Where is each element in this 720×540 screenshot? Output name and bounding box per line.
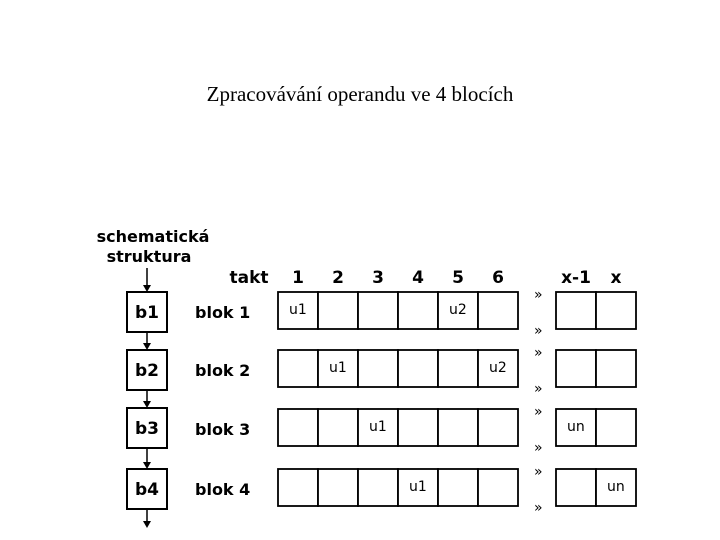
column-header-5: 5 (452, 268, 464, 288)
timeline-cell (318, 469, 358, 506)
schematic-label-line2: struktura (106, 247, 192, 266)
timeline-cell (596, 350, 636, 387)
schematic-label-line1: schematická (96, 227, 210, 246)
timeline-cell (438, 409, 478, 446)
page-title: Zpracovávání operandu ve 4 blocích (206, 82, 514, 106)
timeline-cell (398, 350, 438, 387)
cell-value: u1 (289, 302, 307, 318)
arrow-b3-to-b4 (143, 448, 151, 469)
break-mark-top: » (534, 287, 543, 303)
timeline-cell (278, 409, 318, 446)
stage-b1 (127, 292, 167, 332)
timeline-cell (596, 409, 636, 446)
timeline-cell (398, 292, 438, 329)
column-header-3: 3 (372, 268, 384, 288)
column-header-6: 6 (492, 268, 504, 288)
stage-b2 (127, 350, 167, 390)
row-label: blok 4 (195, 480, 251, 499)
pipeline-row (195, 345, 636, 397)
timeline-cell (398, 409, 438, 446)
break-mark-top: » (534, 464, 543, 480)
row-label: blok 3 (195, 420, 251, 439)
row-label: blok 2 (195, 361, 251, 380)
column-header-x: x (610, 268, 622, 288)
pipeline-row (195, 287, 636, 339)
timeline-cell (478, 469, 518, 506)
cell-value: u1 (369, 419, 387, 435)
timeline-cell (596, 292, 636, 329)
timeline-cell (318, 409, 358, 446)
timeline-cell (278, 469, 318, 506)
timeline-cell (358, 292, 398, 329)
timeline-cell (556, 350, 596, 387)
break-mark-top: » (534, 404, 543, 420)
arrow-b2-to-b3 (143, 390, 151, 408)
timeline-cell (556, 292, 596, 329)
stage-label: b4 (135, 480, 159, 500)
timeline-cell (556, 469, 596, 506)
column-header-1: 1 (292, 268, 304, 288)
timeline-cell (358, 469, 398, 506)
break-mark-top: » (534, 345, 543, 361)
stage-label: b1 (135, 303, 159, 323)
timeline-cell (318, 292, 358, 329)
pipeline-row (195, 464, 636, 516)
cell-value: u2 (449, 302, 467, 318)
cell-value: un (607, 479, 625, 495)
break-mark-bottom: » (534, 381, 543, 397)
column-header-2: 2 (332, 268, 344, 288)
break-mark-bottom: » (534, 440, 543, 456)
column-header-x-1: x-1 (561, 268, 591, 288)
timeline-cell (478, 409, 518, 446)
pipeline-row (195, 404, 636, 456)
stage-b3 (127, 408, 167, 448)
column-header-4: 4 (412, 268, 424, 288)
row-label: blok 1 (195, 303, 251, 322)
takt-label: takt (229, 268, 269, 288)
cell-value: u2 (489, 360, 507, 376)
stage-b4 (127, 469, 167, 509)
arrow-b1-to-b2 (143, 332, 151, 350)
timeline-cell (278, 350, 318, 387)
timeline-cell (478, 292, 518, 329)
timeline-cell (438, 469, 478, 506)
arrow-out (143, 509, 151, 528)
timeline-cell (358, 350, 398, 387)
stage-label: b2 (135, 361, 159, 381)
cell-value: u1 (409, 479, 427, 495)
arrow-in (143, 268, 151, 292)
break-mark-bottom: » (534, 323, 543, 339)
stage-label: b3 (135, 419, 159, 439)
break-mark-bottom: » (534, 500, 543, 516)
timeline-cell (438, 350, 478, 387)
cell-value: u1 (329, 360, 347, 376)
cell-value: un (567, 419, 585, 435)
